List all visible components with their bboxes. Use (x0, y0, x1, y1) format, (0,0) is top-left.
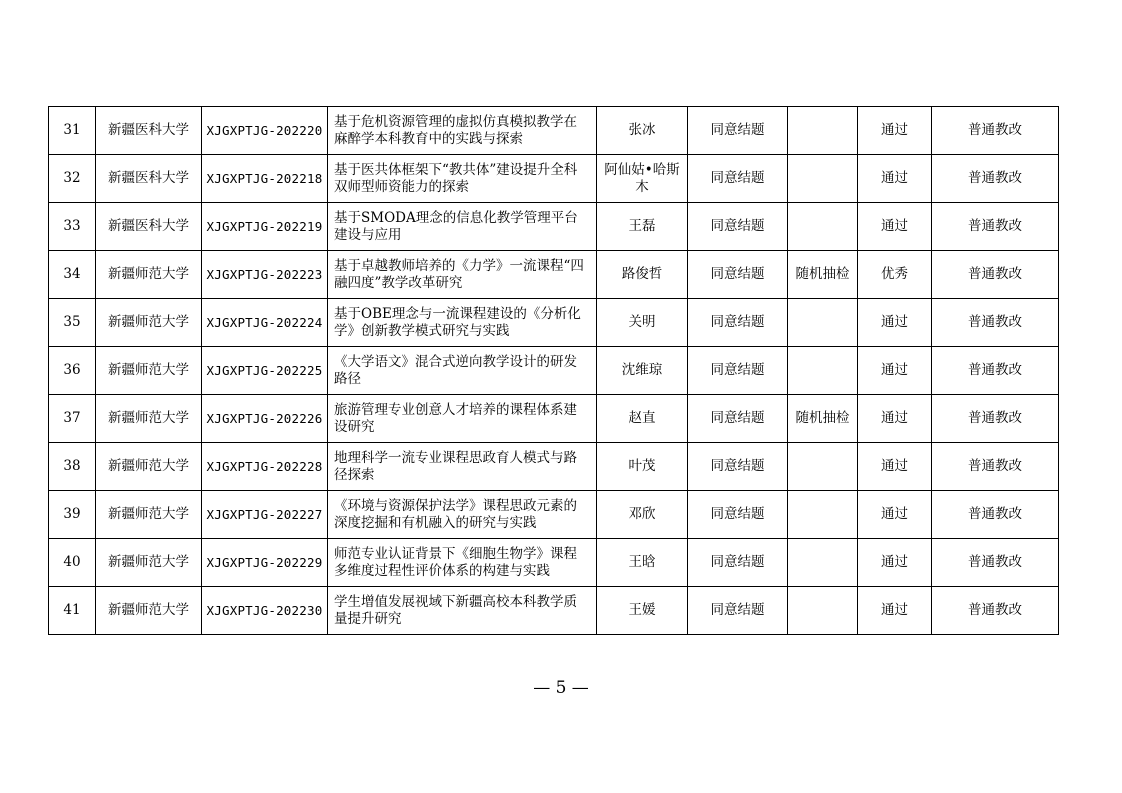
university-cell: 新疆师范大学 (96, 443, 202, 491)
table-row (49, 251, 1059, 299)
table-row (49, 347, 1059, 395)
project-title-cell: 师范专业认证背景下《细胞生物学》课程多维度过程性评价体系的构建与实践 (328, 539, 597, 587)
row-number-cell: 35 (49, 299, 96, 347)
project-leader-cell: 王晗 (597, 539, 688, 587)
table-row (49, 203, 1059, 251)
project-code-cell: XJGXPTJG-202218 (202, 155, 328, 203)
row-number-cell: 40 (49, 539, 96, 587)
table-body (49, 107, 1059, 635)
project-title-cell: 旅游管理专业创意人才培养的课程体系建设研究 (328, 395, 597, 443)
result-cell: 通过 (858, 299, 932, 347)
project-code-cell: XJGXPTJG-202220 (202, 107, 328, 155)
university-cell: 新疆师范大学 (96, 395, 202, 443)
result-cell: 通过 (858, 395, 932, 443)
project-category-cell: 普通教改 (932, 155, 1059, 203)
project-leader-cell: 叶茂 (597, 443, 688, 491)
review-opinion-cell: 同意结题 (688, 107, 788, 155)
review-opinion-cell: 同意结题 (688, 395, 788, 443)
spot-check-cell (788, 491, 858, 539)
table-row (49, 107, 1059, 155)
review-opinion-cell: 同意结题 (688, 203, 788, 251)
project-category-cell: 普通教改 (932, 299, 1059, 347)
table-row (49, 395, 1059, 443)
review-opinion-cell: 同意结题 (688, 587, 788, 635)
spot-check-cell (788, 443, 858, 491)
result-cell: 通过 (858, 587, 932, 635)
spot-check-cell: 随机抽检 (788, 395, 858, 443)
project-code-cell: XJGXPTJG-202223 (202, 251, 328, 299)
row-number-cell: 32 (49, 155, 96, 203)
result-cell: 通过 (858, 443, 932, 491)
university-cell: 新疆师范大学 (96, 491, 202, 539)
row-number-cell: 34 (49, 251, 96, 299)
project-title-cell: 地理科学一流专业课程思政育人模式与路径探索 (328, 443, 597, 491)
table-row (49, 539, 1059, 587)
project-title-cell: 基于医共体框架下“教共体”建设提升全科双师型师资能力的探索 (328, 155, 597, 203)
university-cell: 新疆医科大学 (96, 107, 202, 155)
table-row (49, 155, 1059, 203)
project-code-cell: XJGXPTJG-202227 (202, 491, 328, 539)
review-opinion-cell: 同意结题 (688, 347, 788, 395)
project-leader-cell: 阿仙姑•哈斯木 (597, 155, 688, 203)
result-cell: 通过 (858, 155, 932, 203)
university-cell: 新疆师范大学 (96, 299, 202, 347)
project-category-cell: 普通教改 (932, 539, 1059, 587)
project-title-cell: 《大学语文》混合式逆向教学设计的研发路径 (328, 347, 597, 395)
row-number-cell: 37 (49, 395, 96, 443)
project-category-cell: 普通教改 (932, 443, 1059, 491)
project-leader-cell: 王媛 (597, 587, 688, 635)
review-opinion-cell: 同意结题 (688, 443, 788, 491)
row-number-cell: 33 (49, 203, 96, 251)
review-opinion-cell: 同意结题 (688, 155, 788, 203)
project-title-cell: 基于危机资源管理的虚拟仿真模拟教学在麻醉学本科教育中的实践与探索 (328, 107, 597, 155)
project-leader-cell: 关明 (597, 299, 688, 347)
project-code-cell: XJGXPTJG-202229 (202, 539, 328, 587)
project-title-cell: 基于SMODA理念的信息化教学管理平台建设与应用 (328, 203, 597, 251)
table-row (49, 587, 1059, 635)
project-title-cell: 基于OBE理念与一流课程建设的《分析化学》创新教学模式研究与实践 (328, 299, 597, 347)
spot-check-cell (788, 203, 858, 251)
review-opinion-cell: 同意结题 (688, 251, 788, 299)
project-category-cell: 普通教改 (932, 395, 1059, 443)
project-category-cell: 普通教改 (932, 107, 1059, 155)
university-cell: 新疆师范大学 (96, 539, 202, 587)
project-leader-cell: 张冰 (597, 107, 688, 155)
result-cell: 优秀 (858, 251, 932, 299)
project-title-cell: 《环境与资源保护法学》课程思政元素的深度挖掘和有机融入的研究与实践 (328, 491, 597, 539)
review-opinion-cell: 同意结题 (688, 299, 788, 347)
project-category-cell: 普通教改 (932, 203, 1059, 251)
spot-check-cell: 随机抽检 (788, 251, 858, 299)
project-category-cell: 普通教改 (932, 347, 1059, 395)
spot-check-cell (788, 587, 858, 635)
university-cell: 新疆医科大学 (96, 155, 202, 203)
project-code-cell: XJGXPTJG-202230 (202, 587, 328, 635)
project-leader-cell: 路俊哲 (597, 251, 688, 299)
result-cell: 通过 (858, 203, 932, 251)
spot-check-cell (788, 155, 858, 203)
result-cell: 通过 (858, 347, 932, 395)
university-cell: 新疆师范大学 (96, 251, 202, 299)
result-cell: 通过 (858, 491, 932, 539)
project-code-cell: XJGXPTJG-202225 (202, 347, 328, 395)
project-category-cell: 普通教改 (932, 251, 1059, 299)
page-number: — 5 — (533, 678, 589, 698)
row-number-cell: 39 (49, 491, 96, 539)
result-cell: 通过 (858, 107, 932, 155)
project-category-cell: 普通教改 (932, 491, 1059, 539)
row-number-cell: 38 (49, 443, 96, 491)
project-table (48, 106, 1059, 635)
table-row (49, 299, 1059, 347)
university-cell: 新疆师范大学 (96, 587, 202, 635)
table-row (49, 491, 1059, 539)
review-opinion-cell: 同意结题 (688, 539, 788, 587)
result-cell: 通过 (858, 539, 932, 587)
project-code-cell: XJGXPTJG-202224 (202, 299, 328, 347)
project-title-cell: 学生增值发展视域下新疆高校本科教学质量提升研究 (328, 587, 597, 635)
project-leader-cell: 邓欣 (597, 491, 688, 539)
table-row (49, 443, 1059, 491)
project-category-cell: 普通教改 (932, 587, 1059, 635)
project-code-cell: XJGXPTJG-202226 (202, 395, 328, 443)
row-number-cell: 31 (49, 107, 96, 155)
review-opinion-cell: 同意结题 (688, 491, 788, 539)
project-leader-cell: 沈维琼 (597, 347, 688, 395)
university-cell: 新疆师范大学 (96, 347, 202, 395)
row-number-cell: 41 (49, 587, 96, 635)
project-leader-cell: 王磊 (597, 203, 688, 251)
project-code-cell: XJGXPTJG-202228 (202, 443, 328, 491)
spot-check-cell (788, 539, 858, 587)
spot-check-cell (788, 299, 858, 347)
university-cell: 新疆医科大学 (96, 203, 202, 251)
project-title-cell: 基于卓越教师培养的《力学》一流课程“四融四度”教学改革研究 (328, 251, 597, 299)
project-code-cell: XJGXPTJG-202219 (202, 203, 328, 251)
row-number-cell: 36 (49, 347, 96, 395)
project-leader-cell: 赵直 (597, 395, 688, 443)
spot-check-cell (788, 347, 858, 395)
spot-check-cell (788, 107, 858, 155)
